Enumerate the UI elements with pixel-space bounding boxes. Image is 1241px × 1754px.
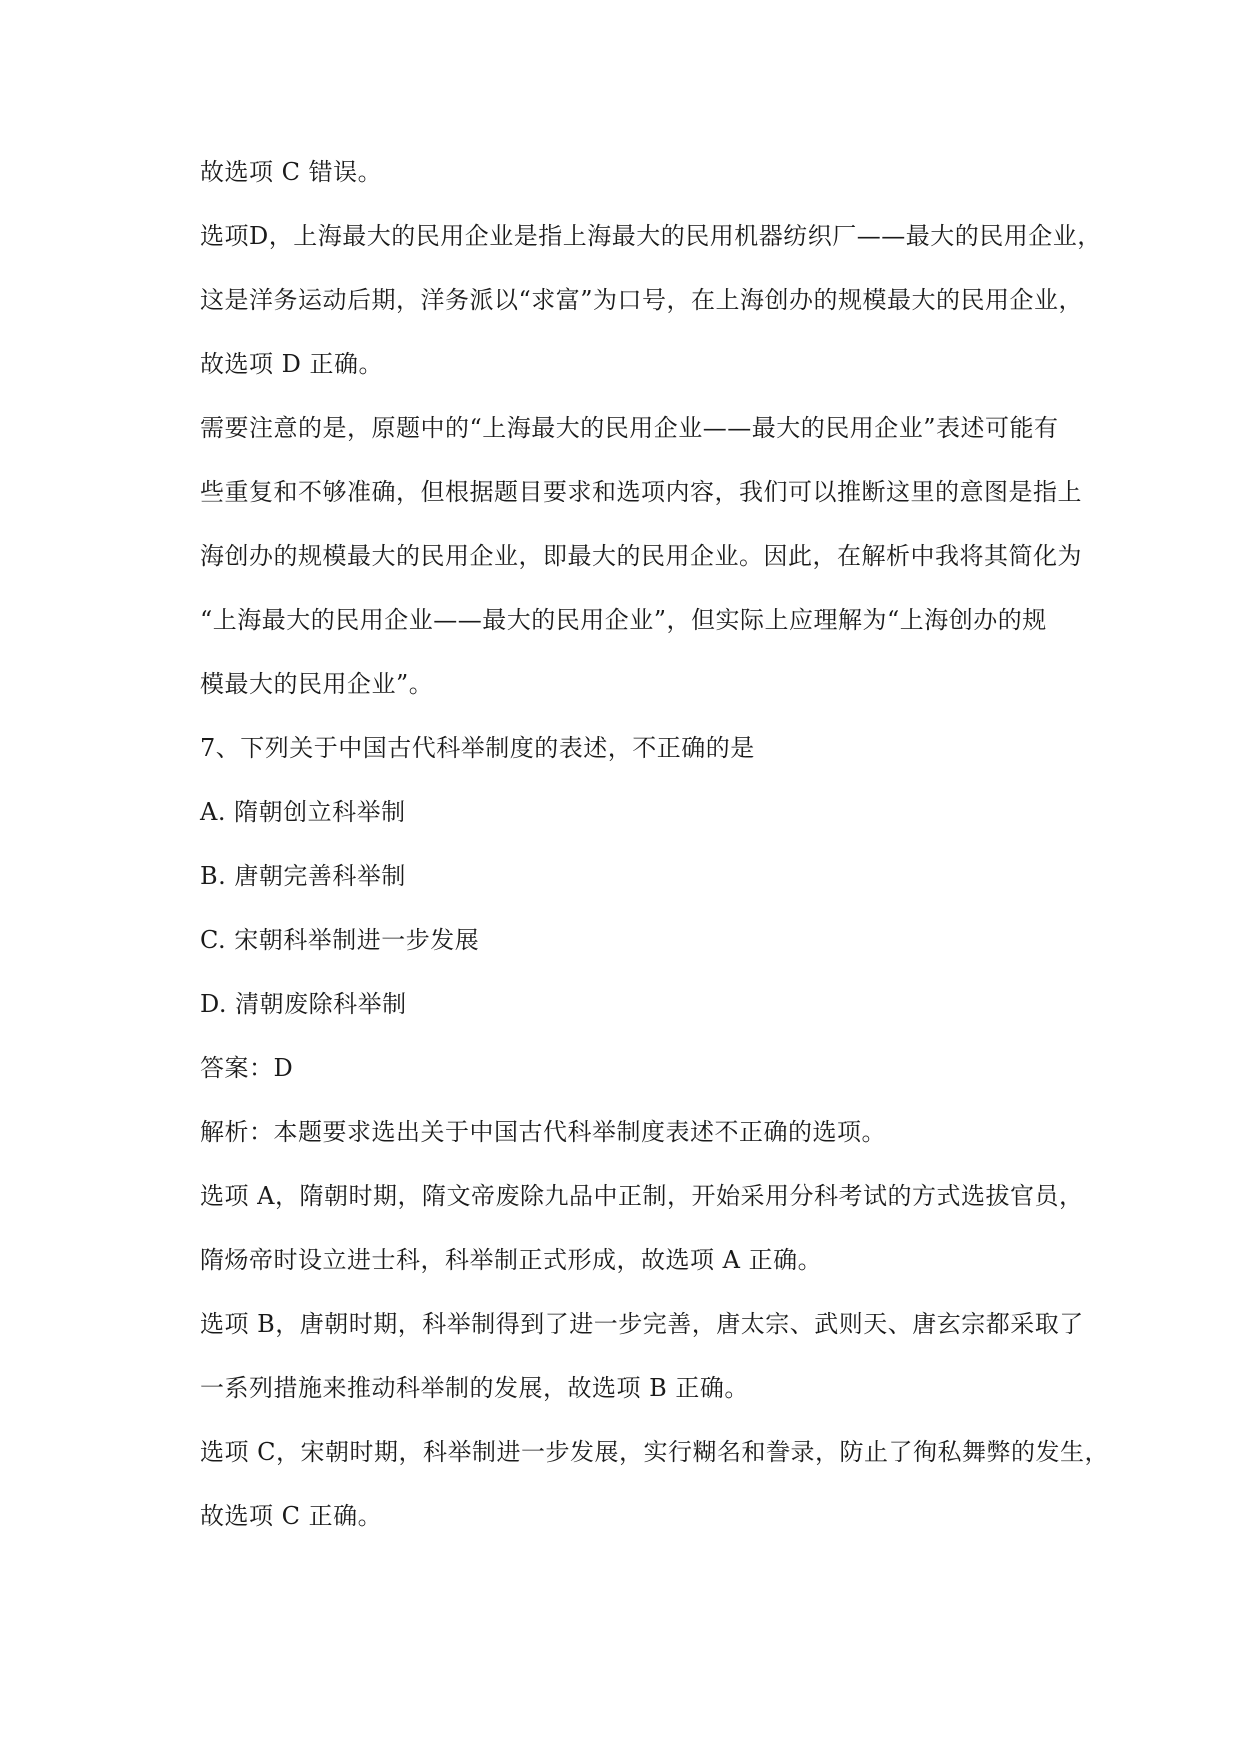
paragraph-line: 些重复和不够准确，但根据题目要求和选项内容，我们可以推断这里的意图是指上 — [200, 478, 1082, 506]
option-c: C. 宋朝科举制进一步发展 — [200, 926, 480, 954]
paragraph-line: 选项 C，宋朝时期，科举制进一步发展，实行糊名和誊录，防止了徇私舞弊的发生， — [200, 1438, 1109, 1466]
paragraph-line: 一系列措施来推动科举制的发展，故选项 B 正确。 — [200, 1374, 749, 1402]
option-d: D. 清朝废除科举制 — [200, 990, 407, 1018]
paragraph-line: “上海最大的民用企业——最大的民用企业”，但实际上应理解为“上海创办的规 — [200, 606, 1047, 634]
question-stem: 7、下列关于中国古代科举制度的表述，不正确的是 — [200, 734, 755, 762]
paragraph-line: 故选项 C 正确。 — [200, 1502, 383, 1530]
document-page — [200, 140, 1109, 1548]
paragraph-line: 需要注意的是，原题中的“上海最大的民用企业——最大的民用企业”表述可能有 — [200, 414, 1059, 442]
paragraph-line: 海创办的规模最大的民用企业，即最大的民用企业。因此，在解析中我将其简化为 — [200, 542, 1082, 570]
option-b: B. 唐朝完善科举制 — [200, 862, 406, 890]
paragraph-line: 选项 B，唐朝时期，科举制得到了进一步完善，唐太宗、武则天、唐玄宗都采取了 — [200, 1310, 1084, 1338]
option-a: A. 隋朝创立科举制 — [200, 798, 406, 826]
paragraph-line: 这是洋务运动后期，洋务派以“求富”为口号，在上海创办的规模最大的民用企业， — [200, 286, 1084, 314]
paragraph-line: 隋炀帝时设立进士科，科举制正式形成，故选项 A 正确。 — [200, 1246, 823, 1274]
paragraph-line: 故选项 D 正确。 — [200, 350, 383, 378]
paragraph-line: 模最大的民用企业”。 — [200, 670, 434, 698]
paragraph-line: 选项 A，隋朝时期，隋文帝废除九品中正制，开始采用分科考试的方式选拔官员， — [200, 1182, 1084, 1210]
paragraph-line: 选项D，上海最大的民用企业是指上海最大的民用机器纺织厂——最大的民用企业， — [200, 222, 1102, 250]
paragraph-line: 故选项 C 错误。 — [200, 158, 383, 186]
analysis-line: 解析：本题要求选出关于中国古代科举制度表述不正确的选项。 — [200, 1118, 886, 1146]
answer-line: 答案：D — [200, 1054, 294, 1082]
